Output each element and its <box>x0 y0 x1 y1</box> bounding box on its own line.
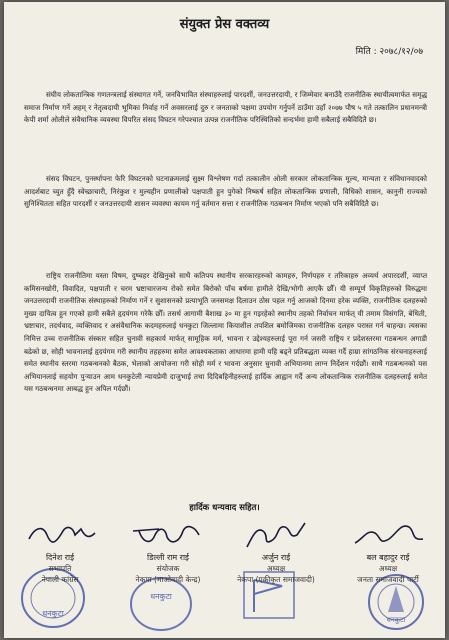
signatory-4 <box>338 517 438 585</box>
stamp-text: धनकुटा <box>386 616 406 624</box>
signatory-org: नेकपा (माओवादी केन्द्र) <box>135 575 201 584</box>
signatory-name: बल बहादुर राई <box>366 553 410 562</box>
signatory-role: अध्यक्ष <box>266 564 286 573</box>
document-date: मिति : २०७८/१२/०७ <box>355 47 423 57</box>
signature-icon <box>233 517 319 551</box>
signatory-role: सभापति <box>48 564 72 573</box>
signatory-1 <box>10 517 110 585</box>
paragraph-2: संसद विघटन, पुनर्स्थापना फेरि विघटनको घटनाक्रमलाई सुक्ष्म विश्लेषण गर्दा तत्कालीन ओली सरकार लोकतान्त्रिक मूल्य, मान्यता र संविधानवादको आदर्शबाट च्युत हुँदै स्वेच्छाचारी, निरंकुश र मुल्यहीन प्रणालीको पक्षपाती हुन पुगेको निष्कर्ष सहित लोकतान्त्रिक प्रणाली, विधिको शासन, कानुनी राज्यको सुनिश्चितता सहित पारदर्शी र जनउत्तरदायी शासन व्यवस्था कायम गर्नु वर्तमान सत्ता र राजनीतिक गठबन्धन निर्माण भएको पनि सबैविदितै छ। <box>24 174 427 209</box>
signature-icon <box>125 517 211 551</box>
signature-icon <box>17 517 103 551</box>
stamp-text: धनकुटा <box>150 592 172 601</box>
signatory-name: अर्जुन राई <box>261 553 291 562</box>
paragraph-1: संघीय लोकतान्त्रिक गणतन्त्रलाई संस्थागत गर्ने, जनविभावित संस्थाहरुलाई पारदर्शी, जनउत्तरदायी, र जिम्मेवार बनाउँदै राजनीतिक स्थायीत्वमार्फत समृद्ध समाज निर्माण गर्ने अहम् र नेतृत्वदायी भूमिका निर्वाह गर्ने अवसरलाई दुरु र जनताको पक्षमा उपयोग गर्नुपर्ने ठाउँमा उहाँ २०७७ पौष ५ गते तत्कालिन प्रधानमन्त्री केपी शर्मा ओलीले संवैधानिक व्यवस्था विपरित संसद विघटन गरेपश्चात उत्पन्न राजनीतिक परिस्थितिको सन्दर्भमा हामी सबैलाई सबैविदितै छ। <box>24 90 427 125</box>
signatory-3 <box>226 517 326 585</box>
signatory-name: दिनेश राई <box>45 553 74 562</box>
stamp-text: धनकुटा <box>42 609 64 618</box>
document-page <box>4 2 445 638</box>
signatory-2 <box>118 517 218 585</box>
document-title: संयुक्त प्रेस वक्तव्य <box>179 17 270 32</box>
signatory-name: डिल्ली राम राई <box>147 553 189 562</box>
paragraph-3: राष्ट्रिय राजनीतिमा यस्ता विषम, दुष्चहर देखिनुको साथै कतिपय स्थानीय सरकारहरुको कामहरु, निर्णयहरु र तरिकाहरु अव्यर्थ अपारदर्शी, व्याप्त कमिसनखोरी, विवादित, पक्षपाती र चरम भ्रष्टाचारजन्य रोको समेत बिरोको पाँच बर्षमा हामीले देखि/भोगी आएकै छौँ। यी सम्पूर्ण विकृतिहरुको विरुद्धमा जनउत्तरदायी राजनीतिक संस्थाहरुको निर्माण गर्ने र सुशासनको प्रत्याभूति जनसमक्ष दिलाउन ठोस पहल गर्नु आजको दिनमा हरेक व्यक्ति, राजनीतिक दलहरुको मुख्य दायित्व हुन गएको हामी सबैले हृदयंगम गरेकै छौँ। तसर्थ आगामी बैशाख ३० मा हुन गइरहेको स्थानीय तहको निर्वाचन मार्फत् यी तमाम विसंगति, बेथिती, भ्रष्टाचार, तदर्थवाद, व्यक्तिवाद र असंवैधानिक कदमहरुलाई धनकुटा जिल्लामा कियाशील तपशिल बमोजिमका राजनीतिक दलहरु परास्त गर्न चाहन्छ। त्यसका निमित्त उच्च राजनीतिक संस्कार सहित चुनावी सहकार्य मार्फत् सामूहिक मर्म, भावना र उद्देश्यहरुलाई पूरा गर्न जसरी राष्ट्रिय र प्रदेशस्तरमा गठबन्धन अगाडी बढेको छ, सोही भावनालाई हृदयंगम गरी स्थानीय तहहरुमा समेत आवश्यकताका आधारमा हामी यहि बढ्ने प्रतिबद्धता व्यक्त गर्दै हाम्रा सांगठनिक संरचनाहरुलाई समेत स्थानीय स्तरमा गठबन्धनको बैठक, भेलाको आयोजना गरी सोही मर्म र भावना अनुसार चुनावी अभियानमा लाग्न निर्देशन गर्दछौं। साथै गठबन्धनको यस अभियानलाई सहयोग पुऱ्याउन आम धनकुटेली न्यायप्रेमी दाजुभाई तथा दिदिबहिनीहरुलाई हार्दिक आह्वान गर्दै अन्य लोकतान्त्रिक राजनीतिक दलहरुलाई समेत यस गठबन्धनमा आबद्ध हुन अपिल गर्दछौं। <box>24 271 427 394</box>
signatory-org: जनता समाजवादी पार्टी <box>357 575 419 584</box>
signatory-role: संयोजक <box>156 564 180 573</box>
signatory-role: अध्यक्ष <box>378 564 398 573</box>
signatory-org: नेपाली कांग्रेस <box>41 575 79 584</box>
signature-icon <box>345 517 431 551</box>
closing-line: हार्दिक धन्यवाद सहित। <box>189 503 260 513</box>
signatory-org: नेकपा (एकीकृत समाजवादी) <box>237 575 315 584</box>
